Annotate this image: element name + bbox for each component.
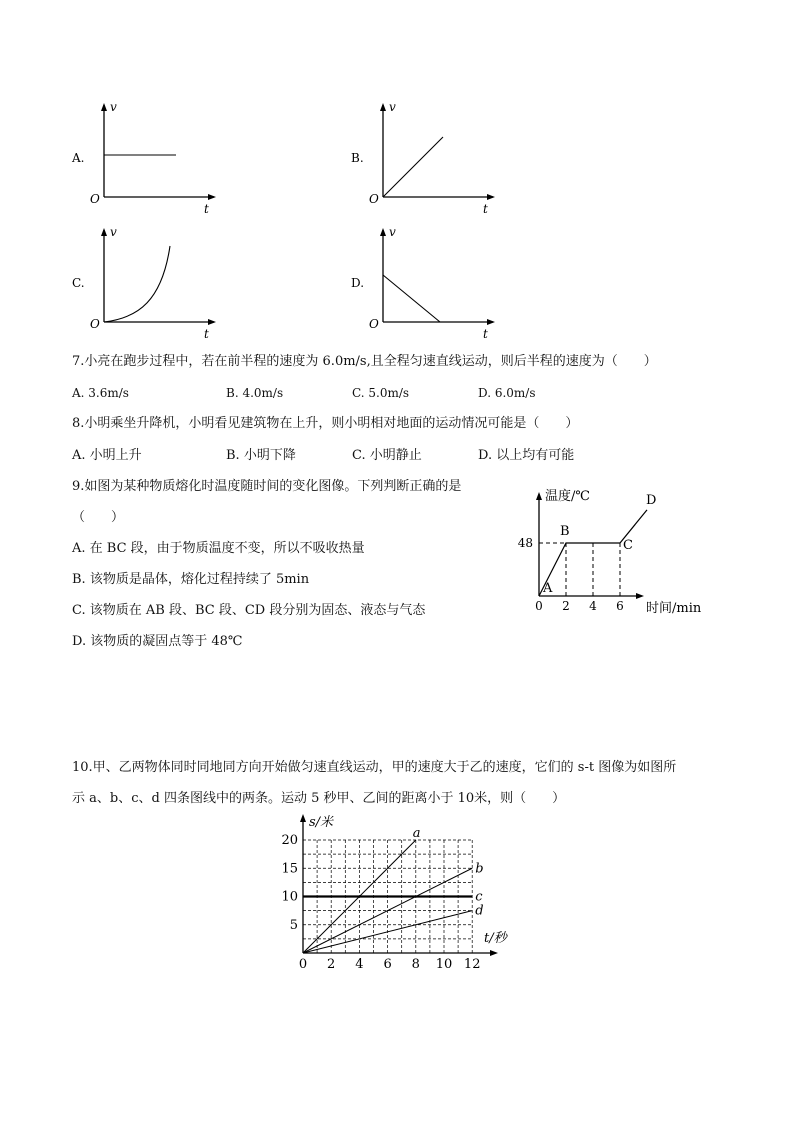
q9-stem-line1: 9.如图为某种物质熔化时温度随时间的变化图像。下列判断正确的是: [72, 479, 462, 494]
q7-option-b[interactable]: B. 4.0m/s: [226, 386, 284, 400]
q10-x-tick-12: 12: [463, 957, 481, 972]
q10-series-label-b: b: [475, 861, 484, 877]
q8-stem: 8.小明乘坐升降机，小明看见建筑物在上升，则小明相对地面的运动情况可能是（ ）: [72, 416, 579, 431]
q10-x-arrow: [490, 950, 498, 956]
q9-y-tick-48: 48: [517, 536, 533, 550]
q6-a-origin: O: [90, 192, 100, 206]
q7-stem: 7.小亮在跑步过程中，若在前半程的速度为 6.0m/s,且全程匀速直线运动，则后半程的速度为（ ）: [72, 354, 657, 369]
q8-option-b[interactable]: B. 小明下降: [226, 448, 296, 463]
q9-option-b[interactable]: B. 该物质是晶体，熔化过程持续了 5min: [72, 572, 310, 587]
q9-chart: [510, 482, 730, 622]
q9-x-tick-2: 2: [562, 599, 570, 613]
q10-y-tick-20: 20: [281, 833, 298, 848]
q6-a-y-label: v: [110, 100, 117, 114]
q9-x-tick-6: 6: [616, 599, 624, 613]
q10-series-label-c: c: [475, 889, 483, 905]
q6-c-y-label: v: [110, 225, 117, 239]
q9-x-tick-0: 0: [535, 599, 543, 613]
q6-d-label: D.: [351, 276, 365, 290]
q10-x-tick-4: 4: [355, 957, 364, 972]
q6-c-x-label: t: [204, 327, 209, 340]
q6-c-curve: [104, 246, 170, 322]
q6-a-x-arrow: [208, 194, 216, 200]
q6-c-x-arrow: [208, 319, 216, 325]
q9-x-label: 时间/min: [646, 601, 702, 616]
q6-b-label: B.: [351, 151, 364, 165]
q10-y-arrow: [300, 814, 306, 822]
q6-b-x-arrow: [487, 194, 495, 200]
q9-stem-line2: （ ）: [72, 510, 125, 525]
q10-x-tick-6: 6: [383, 957, 392, 972]
q10-y-label: s/米: [309, 815, 334, 830]
q6-d-x-label: t: [483, 327, 488, 340]
q6-c-y-arrow: [101, 228, 107, 236]
q9-x-tick-4: 4: [589, 599, 597, 613]
q10-x-tick-8: 8: [411, 957, 420, 972]
q10-stem-line2: 示 a、b、c、d 四条图线中的两条。运动 5 秒甲、乙间的距离小于 10米，则（ ）: [72, 791, 566, 806]
q10-x-tick-10: 10: [435, 957, 453, 972]
q6-a-x-label: t: [204, 202, 209, 216]
q6-graphs: [0, 0, 794, 340]
q10-y-tick-15: 15: [281, 861, 298, 877]
q6-a-label: A.: [72, 151, 85, 165]
q9-point-D: D: [646, 492, 657, 508]
q10-x-label: t/秒: [484, 931, 507, 946]
q10-x-tick-0: 0: [298, 957, 308, 972]
q9-x-arrow: [636, 593, 644, 599]
q9-point-C: C: [623, 538, 633, 553]
q9-point-B: B: [560, 524, 570, 539]
q9-y-label: 温度/℃: [545, 489, 590, 504]
q6-d-y-arrow: [380, 228, 386, 236]
q6-b-y-arrow: [380, 103, 386, 111]
q9-point-A: A: [543, 581, 553, 596]
q6-options: [0, 0, 794, 340]
q6-a-y-arrow: [101, 103, 107, 111]
q10-y-tick-5: 5: [289, 917, 298, 933]
q10-series-label-d: d: [475, 903, 484, 919]
q8-option-d[interactable]: D. 以上均有可能: [478, 448, 575, 463]
q10-y-tick-10: 10: [281, 889, 298, 905]
q9-option-a[interactable]: A. 在 BC 段，由于物质温度不变，所以不吸收热量: [72, 541, 365, 556]
q6-b-x-label: t: [483, 202, 488, 216]
q10-chart: [270, 812, 520, 972]
q7-option-c[interactable]: C. 5.0m/s: [352, 386, 410, 400]
q10-series-label-a: a: [412, 826, 421, 841]
q6-d-curve: [383, 275, 440, 322]
q6-c-origin: O: [90, 317, 100, 331]
q6-b-y-label: v: [389, 100, 396, 114]
q9-option-d[interactable]: D. 该物质的凝固点等于 48℃: [72, 634, 243, 649]
q10-x-tick-2: 2: [327, 957, 336, 972]
q7-option-a[interactable]: A. 3.6m/s: [72, 386, 129, 400]
q9-chart-svg: [510, 482, 730, 622]
q6-c-label: C.: [72, 276, 85, 290]
q6-d-x-arrow: [487, 319, 495, 325]
q6-b-origin: O: [369, 192, 379, 206]
q6-b-curve: [383, 137, 443, 197]
q9-option-c[interactable]: C. 该物质在 AB 段、BC 段、CD 段分别为固态、液态与气态: [72, 603, 426, 618]
q10-stem-line1: 10.甲、乙两物体同时同地同方向开始做匀速直线运动，甲的速度大于乙的速度，它们的 s-t 图像为如图所: [72, 760, 677, 775]
q8-option-c[interactable]: C. 小明静止: [352, 448, 422, 463]
q7-option-d[interactable]: D. 6.0m/s: [478, 386, 536, 400]
q9-y-arrow: [536, 492, 542, 500]
q6-d-y-label: v: [389, 225, 396, 239]
q8-option-a[interactable]: A. 小明上升: [72, 448, 142, 463]
q10-chart-svg: [270, 812, 520, 972]
q6-d-origin: O: [369, 317, 379, 331]
